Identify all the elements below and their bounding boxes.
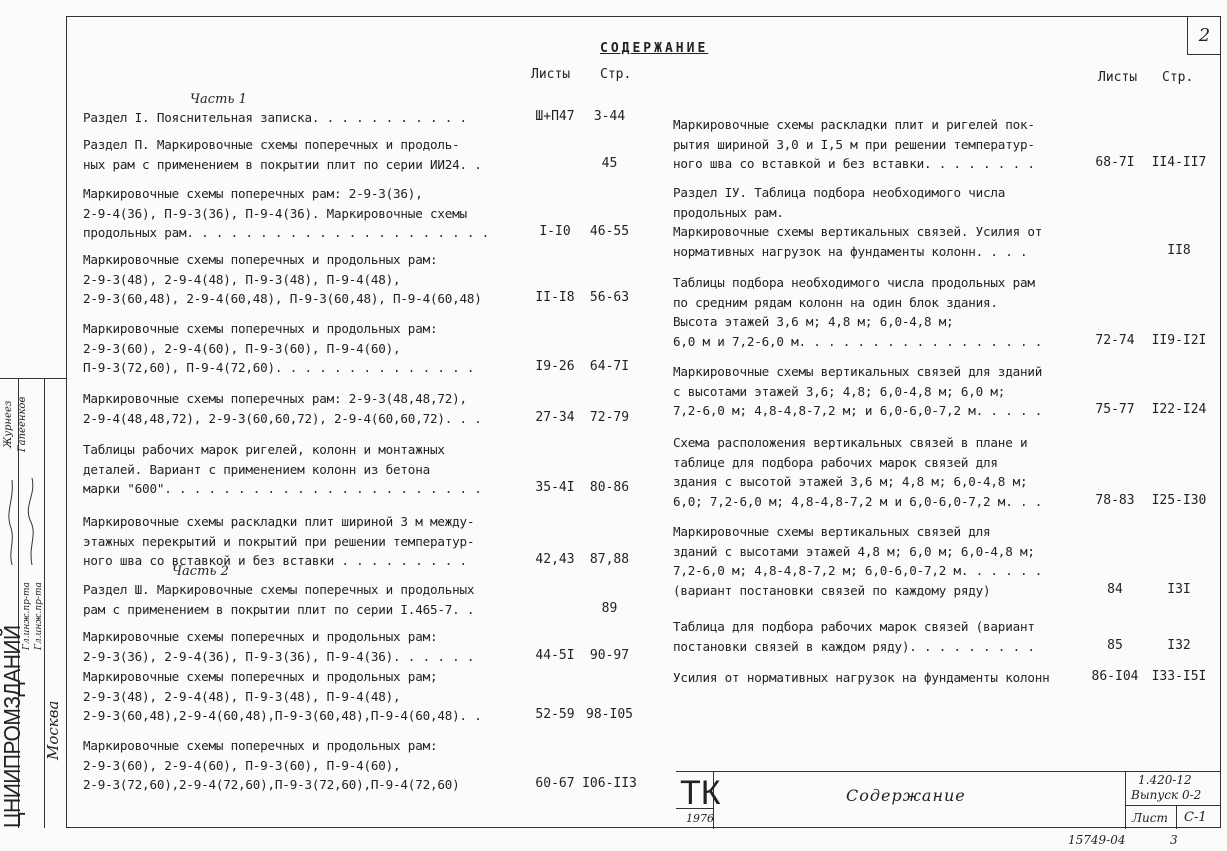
right-pages-header: Стр. bbox=[1162, 70, 1194, 85]
toc-entry-sheets: 27-34 bbox=[535, 409, 575, 425]
toc-entry-sheets: I9-26 bbox=[535, 359, 575, 375]
toc-entry-sheets: II-I8 bbox=[535, 290, 575, 306]
toc-entry-sheets: 60-67 bbox=[535, 776, 575, 792]
toc-entry-text: Таблицы подбора необходимого числа продольных рам по средним рядам колонн на один блок здания. Высота этажей 3,6 м; 4,8 м; 6,0-4,8 м; 6,0 м и 7,2-6,0 м. . . . . . . . . . . . . . . . . bbox=[673, 275, 1043, 349]
toc-entry-text: Маркировочные схемы поперечных рам: 2-9-3(36), 2-9-4(36), П-9-3(36), П-9-4(36). Маркировочные схемы продольных рам. . . . . . . . . . . . . . . . . . . . . bbox=[83, 186, 490, 241]
toc-entry-text: Раздел IУ. Таблица подбора необходимого числа продольных рам. Маркировочные схемы вертикальных связей. Усилия от нормативных нагрузок на фундаменты колонн. . . . bbox=[673, 185, 1043, 259]
toc-entry-text: Маркировочные схемы раскладки плит и ригелей пок- рытия шириной 3,0 и I,5 м при решении температур- ного шва со вставкой и без вставки. . . . . . . . bbox=[673, 117, 1035, 172]
stamp-divider bbox=[1125, 805, 1221, 806]
stamp-year: 1976 bbox=[686, 812, 714, 825]
part2-label: Часть 2 bbox=[172, 564, 229, 579]
toc-entry-sheets: 44-5I bbox=[535, 647, 575, 663]
toc-entry-pages: I33-I5I bbox=[1151, 669, 1207, 684]
toc-entry-pages: 64-7I bbox=[589, 359, 630, 375]
toc-entry-text: Маркировочные схемы поперечных и продольных рам: 2-9-3(60), 2-9-4(60), П-9-3(60), П-9-4(60), П-9-3(72,60), П-9-4(72,60). . . . . . . . . . . . . . bbox=[83, 321, 475, 376]
toc-entry-pages: 72-79 bbox=[589, 409, 630, 425]
toc-entry-pages: II8 bbox=[1167, 242, 1191, 258]
stamp-issue: Выпуск 0-2 bbox=[1131, 788, 1202, 802]
toc-entry-pages: II4-II7 bbox=[1151, 155, 1207, 171]
toc-entry-pages: 90-97 bbox=[589, 647, 630, 663]
stamp-sheet-value: С-1 bbox=[1184, 810, 1207, 825]
toc-entry-sheets: I-I0 bbox=[539, 224, 571, 240]
toc-entry-text: Маркировочные схемы раскладки плит шириной 3 м между- этажных перекрытий и покрытий при решении температур- ного шва со вставкой и без вставки . . . . . . . . . bbox=[83, 514, 475, 569]
toc-entry-text: Раздел П. Маркировочные схемы поперечных и продоль- ных рам с применением в покрытии плит по серии ИИ24. . bbox=[83, 137, 482, 172]
strip-line bbox=[44, 378, 45, 828]
stamp-divider bbox=[1176, 805, 1177, 829]
toc-entry-pages: I22-I24 bbox=[1151, 402, 1207, 418]
stamp-sheet-label: Лист bbox=[1132, 811, 1168, 825]
toc-entry-text: Маркировочные схемы вертикальных связей для зданий с высотами этажей 3,6; 4,8; 6,0-4,8 м; 6,0 м; 7,2-6,0 м; 4,8-4,8-7,2 м; и 6,0-6,0-7,2 м. . . . . bbox=[673, 364, 1043, 419]
page-title: СОДЕРЖАНИЕ bbox=[600, 41, 709, 56]
stamp-series: 1.420-12 bbox=[1138, 773, 1192, 787]
toc-entry-text: Маркировочные схемы поперечных и продольных рам: 2-9-3(36), 2-9-4(36), П-9-3(36), П-9-4(36). . . . . . bbox=[83, 629, 475, 664]
toc-entry-pages: I06-II3 bbox=[582, 776, 637, 792]
toc-entry-sheets: 35-4I bbox=[535, 480, 575, 496]
stamp-divider bbox=[1125, 772, 1126, 829]
role-label: Гл.инж.пр-та bbox=[22, 582, 32, 650]
city-name: Москва bbox=[44, 700, 62, 760]
title-block bbox=[676, 771, 1221, 829]
toc-entry-text: Усилия от нормативных нагрузок на фундаменты колонн bbox=[673, 670, 1050, 685]
toc-entry-pages: I25-I30 bbox=[1151, 492, 1207, 508]
toc-entry-text: Маркировочные схемы поперечных и продольных рам: 2-9-3(48), 2-9-4(48), П-9-3(48), П-9-4(48), 2-9-3(60,48), 2-9-4(60,48), П-9-3(60,48), П-9-4(60,48) bbox=[83, 252, 482, 307]
toc-entry-sheets: 78-83 bbox=[1095, 492, 1135, 508]
part1-label: Часть 1 bbox=[190, 92, 247, 107]
page-number: 2 bbox=[1187, 17, 1221, 55]
toc-entry-sheets: 42,43 bbox=[535, 552, 575, 568]
toc-entry-text: Раздел Ш. Маркировочные схемы поперечных и продольных рам с применением в покрытии плит по серии I.465-7. . bbox=[83, 582, 475, 617]
right-sheets-header: Листы bbox=[1098, 70, 1138, 85]
stamp-document-name: Содержание bbox=[846, 786, 966, 805]
toc-entry-pages: I3I bbox=[1167, 581, 1191, 597]
toc-entry-pages: 56-63 bbox=[589, 290, 630, 306]
toc-entry-text: Схема расположения вертикальных связей в плане и таблице для подбора рабочих марок связей для здания с высотой этажей 3,6 м; 4,8 м; 6,0-4,8 м; 6,0; 7,2-6,0 м; 4,8-4,8-7,2 м и 6,0-6,0-7,2 м. . . bbox=[673, 435, 1043, 509]
toc-entry-pages: 89 bbox=[601, 600, 618, 616]
toc-entry-text: Маркировочные схемы поперечных рам: 2-9-3(48,48,72), 2-9-4(48,48,72), 2-9-3(60,60,72), 2-9-4(60,60,72). . . bbox=[83, 391, 482, 426]
toc-entry-pages: 98-I05 bbox=[586, 707, 633, 723]
person-name: Гапеенков bbox=[17, 396, 28, 452]
org-name: ЦНИИПРОМЗДАНИЙ bbox=[0, 625, 26, 828]
toc-entry-text: Раздел I. Пояснительная записка. . . . . . . . . . . bbox=[83, 110, 467, 125]
toc-entry-sheets: 52-59 bbox=[535, 707, 575, 723]
signature-scribbles bbox=[2, 470, 62, 570]
toc-entry-sheets: 84 bbox=[1107, 581, 1123, 597]
toc-entry-text: Таблица для подбора рабочих марок связей (вариант постановки связей в каждом ряду). . . . . . . . . bbox=[673, 619, 1035, 654]
role-label: Гл.инж.пр-та bbox=[34, 582, 44, 650]
toc-entry-sheets: 85 bbox=[1107, 637, 1123, 653]
toc-entry-sheets: 72-74 bbox=[1095, 332, 1135, 348]
toc-entry-text: Таблицы рабочих марок ригелей, колонн и монтажных деталей. Вариант с применением колонн из бетона марки "600". . . . . . . . . . . . . . . . . . . . . . bbox=[83, 442, 482, 497]
toc-entry-pages: 80-86 bbox=[589, 480, 630, 496]
toc-entry-pages: II9-I2I bbox=[1151, 332, 1207, 348]
left-pages-header: Стр. bbox=[600, 67, 632, 82]
toc-entry-sheets: 75-77 bbox=[1095, 402, 1135, 418]
toc-entry-sheets: 86-I04 bbox=[1091, 669, 1139, 684]
toc-entry-pages: 3-44 bbox=[593, 109, 626, 124]
person-name: Журнеез bbox=[3, 400, 14, 448]
toc-entry-sheets: 68-7I bbox=[1095, 155, 1135, 171]
stamp-code: ТК bbox=[680, 774, 721, 812]
archive-number: 15749-04 bbox=[1068, 833, 1126, 847]
toc-entry-pages: 87,88 bbox=[589, 552, 630, 568]
left-sheets-header: Листы bbox=[531, 67, 571, 82]
toc-entry-sheets: Ш+П47 bbox=[535, 109, 575, 124]
toc-entry-pages: 45 bbox=[601, 155, 618, 171]
toc-entry-pages: I32 bbox=[1167, 637, 1191, 653]
toc-entry-pages: 46-55 bbox=[589, 224, 630, 240]
copy-number: 3 bbox=[1170, 833, 1178, 847]
toc-entry-text: Маркировочные схемы поперечных и продольных рам: 2-9-3(60), 2-9-4(60), П-9-3(60), П-9-4(60), 2-9-3(72,60),2-9-4(72,60),П-9-3(72,60),П-9-4(72,60) bbox=[83, 738, 460, 793]
toc-entry-text: Маркировочные схемы поперечных и продольных рам; 2-9-3(48), 2-9-4(48), П-9-3(48), П-9-4(48), 2-9-3(60,48),2-9-4(60,48),П-9-3(60,48),П-9-4(60,48). . bbox=[83, 669, 482, 724]
toc-entry-text: Маркировочные схемы вертикальных связей для зданий с высотами этажей 4,8 м; 6,0 м; 6,0-4,8 м; 7,2-6,0 м; 4,8-4,8-7,2 м; 6,0-6,0-7,2 м. . . . . . (вариант постановки связей по каждому ряду) bbox=[673, 524, 1043, 598]
